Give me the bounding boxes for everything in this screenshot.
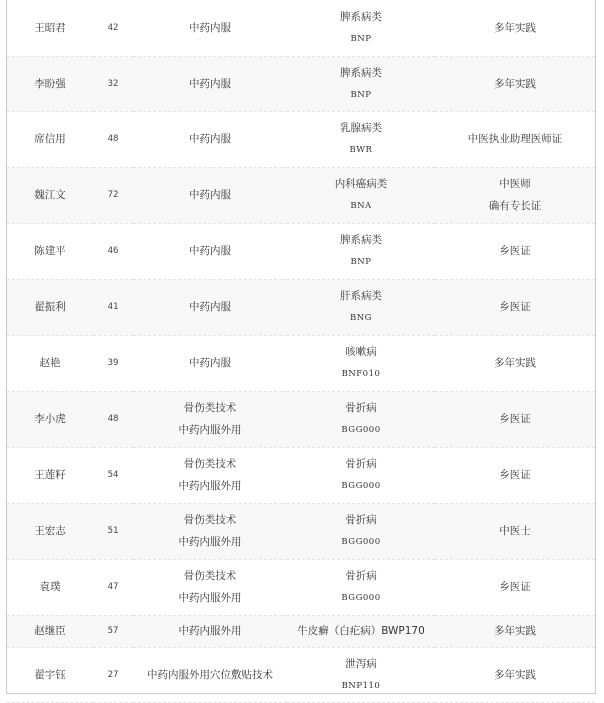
practitioner-age-line: 47: [107, 582, 119, 592]
practitioner-age: [93, 0, 133, 56]
practitioner-name-line: 席信用: [34, 133, 66, 145]
treatment-method: [133, 111, 287, 167]
table-row: [7, 647, 595, 702]
practitioner-name-line: 赵继臣: [34, 625, 66, 637]
disease-category: [287, 279, 435, 335]
practitioner-name-line: 王昭君: [34, 21, 66, 34]
disease-category-line: BGG000: [341, 537, 381, 547]
practitioner-table-frame: [6, 0, 596, 694]
practitioner-age: [93, 647, 133, 702]
qualification-line: 中医士: [499, 525, 531, 537]
practitioner-age: [93, 615, 133, 647]
disease-category: [287, 0, 435, 56]
practitioner-age: [93, 391, 133, 447]
practitioner-name: [7, 111, 93, 167]
table-row: [7, 223, 595, 279]
qualification-line: 乡医证: [499, 301, 531, 313]
treatment-method-line: 中药内服: [189, 301, 231, 313]
disease-category-line: 骨折病: [345, 570, 377, 582]
qualification: [435, 167, 595, 223]
treatment-method: [133, 56, 287, 111]
qualification: [435, 447, 595, 503]
practitioner-name: [7, 647, 93, 702]
table-row: [7, 447, 595, 503]
table-row: [7, 0, 595, 56]
treatment-method-line: 中药内服外用穴位敷贴技术: [147, 668, 273, 681]
table-row: [7, 335, 595, 391]
treatment-method-line: 骨伤类技术: [183, 570, 237, 582]
practitioner-age-line: 42: [107, 22, 119, 33]
disease-category-line: BWR: [349, 145, 373, 155]
disease-category-line: BNA: [350, 201, 372, 211]
treatment-method-line: 中药内服外用: [178, 536, 242, 548]
qualification-line: 乡医证: [499, 413, 531, 425]
qualification: [435, 391, 595, 447]
practitioner-age-line: 41: [107, 302, 119, 312]
qualification: [435, 559, 595, 615]
qualification-line: 多年实践: [494, 668, 536, 681]
disease-category: [287, 647, 435, 702]
qualification-line: 确有专长证: [488, 200, 542, 212]
practitioner-age: [93, 559, 133, 615]
treatment-method-line: 中药内服外用: [178, 480, 242, 492]
qualification-line: 乡医证: [499, 245, 531, 257]
treatment-method-line: 骨伤类技术: [183, 402, 237, 414]
practitioner-name: [7, 56, 93, 111]
practitioner-name-line: 李小虎: [34, 413, 66, 425]
disease-category-line: BNF010: [341, 369, 381, 379]
practitioner-table-body: [7, 0, 595, 702]
disease-category: [287, 559, 435, 615]
table-row: [7, 559, 595, 615]
practitioner-name-line: 魏江文: [34, 189, 66, 201]
practitioner-name-line: 王莲籽: [34, 469, 66, 481]
table-row: [7, 615, 595, 647]
disease-category-line: 脾系病类: [340, 234, 382, 246]
practitioner-age: [93, 223, 133, 279]
qualification: [435, 615, 595, 647]
qualification-line: 乡医证: [499, 581, 531, 593]
qualification-line: 多年实践: [494, 21, 536, 34]
practitioner-age: [93, 167, 133, 223]
treatment-method-line: 中药内服外用: [178, 592, 242, 604]
treatment-method-line: 中药内服: [189, 245, 231, 257]
disease-category-line: 骨折病: [345, 514, 377, 526]
table-row: [7, 391, 595, 447]
practitioner-name-line: 翟振利: [34, 301, 66, 313]
treatment-method-line: 中药内服外用: [178, 424, 242, 436]
disease-category-line: 脾系病类: [340, 10, 382, 23]
treatment-method: [133, 615, 287, 647]
practitioner-name: [7, 391, 93, 447]
treatment-method: [133, 391, 287, 447]
practitioner-name: [7, 559, 93, 615]
practitioner-age: [93, 335, 133, 391]
disease-category-line: BNG: [350, 313, 372, 323]
table-row: [7, 111, 595, 167]
practitioner-age-line: 27: [107, 669, 119, 680]
disease-category-line: 脾系病类: [340, 66, 382, 79]
practitioner-name-line: 陈建平: [34, 245, 66, 257]
practitioner-age-line: 51: [107, 526, 119, 536]
treatment-method: [133, 223, 287, 279]
disease-category: [287, 56, 435, 111]
treatment-method: [133, 335, 287, 391]
treatment-method: [133, 559, 287, 615]
disease-category-line: 内科癌病类: [334, 178, 388, 190]
practitioner-age-line: 57: [107, 626, 119, 636]
disease-category-line: BNP: [350, 33, 372, 44]
qualification-line: 多年实践: [494, 625, 536, 637]
practitioner-age-line: 48: [107, 414, 119, 424]
practitioner-name: [7, 335, 93, 391]
treatment-method: [133, 647, 287, 702]
qualification: [435, 0, 595, 56]
disease-category-line: BGG000: [341, 425, 381, 435]
treatment-method-line: 中药内服: [189, 133, 231, 145]
disease-category: [287, 391, 435, 447]
treatment-method-line: 中药内服: [189, 77, 231, 90]
practitioner-age-line: 39: [107, 358, 119, 368]
qualification: [435, 279, 595, 335]
practitioner-age: [93, 447, 133, 503]
treatment-method-line: 中药内服: [189, 21, 231, 34]
treatment-method: [133, 279, 287, 335]
disease-category-line: 骨折病: [345, 402, 377, 414]
practitioner-name-line: 李盼强: [34, 77, 66, 90]
disease-category-line: 牛皮癣（白疕病）BWP170: [297, 625, 425, 637]
treatment-method-line: 中药内服: [189, 189, 231, 201]
treatment-method: [133, 447, 287, 503]
table-row: [7, 56, 595, 111]
treatment-method-line: 中药内服外用: [178, 625, 242, 637]
disease-category: [287, 503, 435, 559]
qualification: [435, 647, 595, 702]
qualification-line: 中医执业助理医师证: [467, 133, 563, 145]
practitioner-name-line: 翟宇钰: [34, 668, 66, 681]
practitioner-name: [7, 447, 93, 503]
disease-category: [287, 223, 435, 279]
practitioner-name: [7, 223, 93, 279]
practitioner-name: [7, 615, 93, 647]
practitioner-age: [93, 56, 133, 111]
disease-category: [287, 335, 435, 391]
disease-category-line: 乳腺病类: [340, 122, 382, 134]
disease-category-line: BNP110: [341, 680, 381, 691]
qualification-line: 中医师: [499, 178, 531, 190]
practitioner-age-line: 32: [107, 78, 119, 89]
disease-category: [287, 167, 435, 223]
qualification-line: 乡医证: [499, 469, 531, 481]
disease-category: [287, 111, 435, 167]
treatment-method-line: 骨伤类技术: [183, 514, 237, 526]
practitioner-age-line: 54: [107, 470, 119, 480]
treatment-method: [133, 503, 287, 559]
practitioner-name-line: 袁璞: [39, 581, 61, 593]
qualification: [435, 503, 595, 559]
disease-category: [287, 615, 435, 647]
disease-category-line: 泄泻病: [345, 657, 377, 670]
practitioner-name-line: 王宏志: [34, 525, 66, 537]
disease-category-line: 肝系病类: [340, 290, 382, 302]
practitioner-age-line: 72: [107, 190, 119, 200]
table-row: [7, 279, 595, 335]
practitioner-age: [93, 279, 133, 335]
practitioner-age: [93, 111, 133, 167]
disease-category-line: BGG000: [341, 593, 381, 603]
disease-category-line: 咳嗽病: [345, 346, 377, 358]
qualification-line: 多年实践: [494, 77, 536, 90]
qualification: [435, 111, 595, 167]
disease-category-line: BNP: [350, 257, 372, 267]
table-row: [7, 503, 595, 559]
practitioner-age-line: 46: [107, 246, 119, 256]
practitioner-name: [7, 0, 93, 56]
qualification: [435, 56, 595, 111]
disease-category-line: 骨折病: [345, 458, 377, 470]
disease-category-line: BGG000: [341, 481, 381, 491]
practitioner-name: [7, 503, 93, 559]
practitioner-name: [7, 279, 93, 335]
qualification-line: 多年实践: [494, 357, 536, 369]
treatment-method-line: 骨伤类技术: [183, 458, 237, 470]
disease-category: [287, 447, 435, 503]
treatment-method-line: 中药内服: [189, 357, 231, 369]
practitioner-age: [93, 503, 133, 559]
practitioner-table: [7, 0, 595, 703]
practitioner-name-line: 赵艳: [39, 357, 61, 369]
practitioner-name: [7, 167, 93, 223]
treatment-method: [133, 167, 287, 223]
disease-category-line: BNP: [350, 89, 372, 100]
qualification: [435, 223, 595, 279]
practitioner-age-line: 48: [107, 134, 119, 144]
qualification: [435, 335, 595, 391]
table-row: [7, 167, 595, 223]
treatment-method: [133, 0, 287, 56]
